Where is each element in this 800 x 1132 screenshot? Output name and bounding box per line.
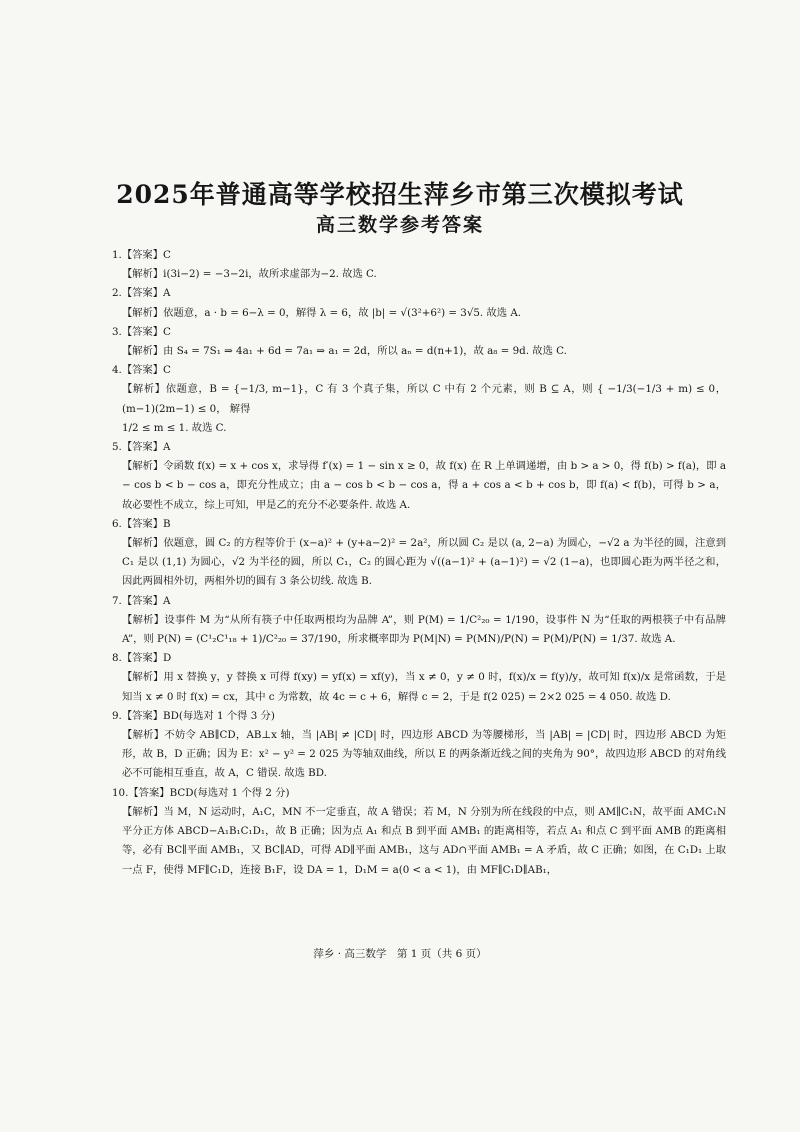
- answer-key: 2.【答案】A: [112, 287, 171, 300]
- page-footer: 萍乡 · 高三数学 第 1 页（共 6 页）: [313, 948, 487, 960]
- answer-key: 9.【答案】BD(每选对 1 个得 3 分): [112, 709, 275, 722]
- page-subtitle: 高三数学参考答案: [315, 214, 484, 236]
- answer-key: 7.【答案】A: [112, 594, 171, 607]
- answer-item-1: [112, 246, 726, 284]
- answer-item-4: [112, 361, 726, 438]
- answer-item-9: [112, 707, 726, 784]
- answer-item-7: [112, 592, 726, 650]
- answer-key: 3.【答案】C: [112, 325, 171, 338]
- answer-item-3: [112, 323, 726, 361]
- explanation: 【解析】依题意，圆 C₂ 的方程等价于 (x−a)² + (y+a−2)² = 2a²，所以圆 C₂ 是以 (a, 2−a) 为圆心，−√2 a 为半径的圆，注意到 C₁ 是以 (1,1) 为圆心，√2 为半径的圆，所以 C₁，C₂ 的圆心距为 √((a−1)² + (a−1)²) = √2 (1−a)，也即圆心距为两半径之和，因此两圆相外切，两相外切的圆有 3 条公切线. 故选 B.: [122, 537, 726, 588]
- answer-item-5: [112, 438, 726, 515]
- answer-key: 6.【答案】B: [112, 517, 171, 530]
- explanation: 【解析】不妨令 AB∥CD，AB⊥x 轴，当 |AB| ≠ |CD| 时，四边形 ABCD 为等腰梯形，当 |AB| = |CD| 时，四边形 ABCD 为矩形，故 B，D 正确；因为 E：x² − y² = 2 025 为等轴双曲线，所以 E 的两条渐近线之间的夹角为 90°，故四边形 ABCD 的对角线必不可能相互垂直，故 A，C 错误. 故选 BD.: [122, 729, 726, 780]
- explanation: 【解析】i(3i−2) = −3−2i，故所求虚部为−2. 故选 C.: [122, 268, 377, 281]
- explanation-continued: 1/2 ≤ m ≤ 1. 故选 C.: [122, 421, 227, 434]
- explanation: 【解析】由 S₄ = 7S₁ ⇒ 4a₁ + 6d = 7a₁ ⇒ a₁ = 2d，所以 aₙ = d(n+1)，故 a₈ = 9d. 故选 C.: [122, 345, 567, 358]
- answer-key: 1.【答案】C: [112, 249, 171, 261]
- explanation: 【解析】依题意，B = {−1/3, m−1}，C 有 3 个真子集，所以 C 中有 2 个元素，则 B ⊆ A，则 { −1/3(−1/3 + m) ≤ 0，(m−1)(2m−1) ≤ 0， 解得: [122, 383, 726, 415]
- answer-key: 4.【答案】C: [112, 364, 171, 377]
- page-title: 2025年普通高等学校招生萍乡市第三次模拟考试: [116, 180, 684, 209]
- explanation: 【解析】令函数 f(x) = x + cos x，求导得 f′(x) = 1 − sin x ≥ 0，故 f(x) 在 R 上单调递增，由 b > a > 0，得 f(b) > f(a)，即 a − cos b < b − cos a，即充分性成立；由 a − cos b < b − cos a，得 a + cos a < b + cos b，即 f(a) < f(b)，可得 b > a，故必要性不成立，综上可知，甲是乙的充分不必要条件. 故选 A.: [122, 460, 726, 511]
- answer-key: 8.【答案】D: [112, 652, 172, 665]
- answer-list: [112, 246, 726, 880]
- answer-item-2: [112, 284, 726, 322]
- explanation: 【解析】当 M，N 运动时，A₁C，MN 不一定垂直，故 A 错误；若 M，N 分别为所在线段的中点，则 AM∥C₁N，故平面 AMC₁N 平分正方体 ABCD−A₁B₁C₁D₁，故 B 正确；因为点 A₁ 和点 B 到平面 AMB₁ 的距离相等，若点 A₁ 和点 C 到平面 AMB 的距离相等，必有 BC∥平面 AMB₁，又 BC∥AD，可得 AD∥平面 AMB₁，这与 AD∩平面 AMB₁ = A 矛盾，故 C 正确；如图，在 C₁D₁ 上取一点 F，使得 MF∥C₁D，连接 B₁F，设 DA = 1，D₁M = a(0 < a < 1)，由 MF∥C₁D∥AB₁，: [122, 805, 726, 876]
- answer-key: 10.【答案】BCD(每选对 1 个得 2 分): [112, 786, 290, 799]
- answer-item-6: [112, 515, 726, 592]
- explanation: 【解析】用 x 替换 y，y 替换 x 可得 f(xy) = yf(x) = xf(y)，当 x ≠ 0，y ≠ 0 时，f(x)/x = f(y)/y，故可知 f(x)/x 是常函数，于是知当 x ≠ 0 时 f(x) = cx，其中 c 为常数，故 4c = c + 6，解得 c = 2，于是 f(2 025) = 2×2 025 = 4 050. 故选 D.: [122, 671, 726, 703]
- answer-item-8: [112, 649, 726, 707]
- answer-item-10: [112, 784, 726, 880]
- explanation: 【解析】设事件 M 为“从所有筷子中任取两根均为品牌 A”，则 P(M) = 1/C²₂₀ = 1/190，设事件 N 为“任取的两根筷子中有品牌 A”，则 P(N) = (C¹₂C¹₁₈ + 1)/C²₂₀ = 37/190，所求概率即为 P(M|N) = P(MN)/P(N) = P(M)/P(N) = 1/37. 故选 A.: [122, 613, 726, 646]
- explanation: 【解析】依题意，a · b = 6−λ = 0，解得 λ = 6，故 |b| = √(3²+6²) = 3√5. 故选 A.: [122, 306, 522, 319]
- answer-key: 5.【答案】A: [112, 441, 171, 454]
